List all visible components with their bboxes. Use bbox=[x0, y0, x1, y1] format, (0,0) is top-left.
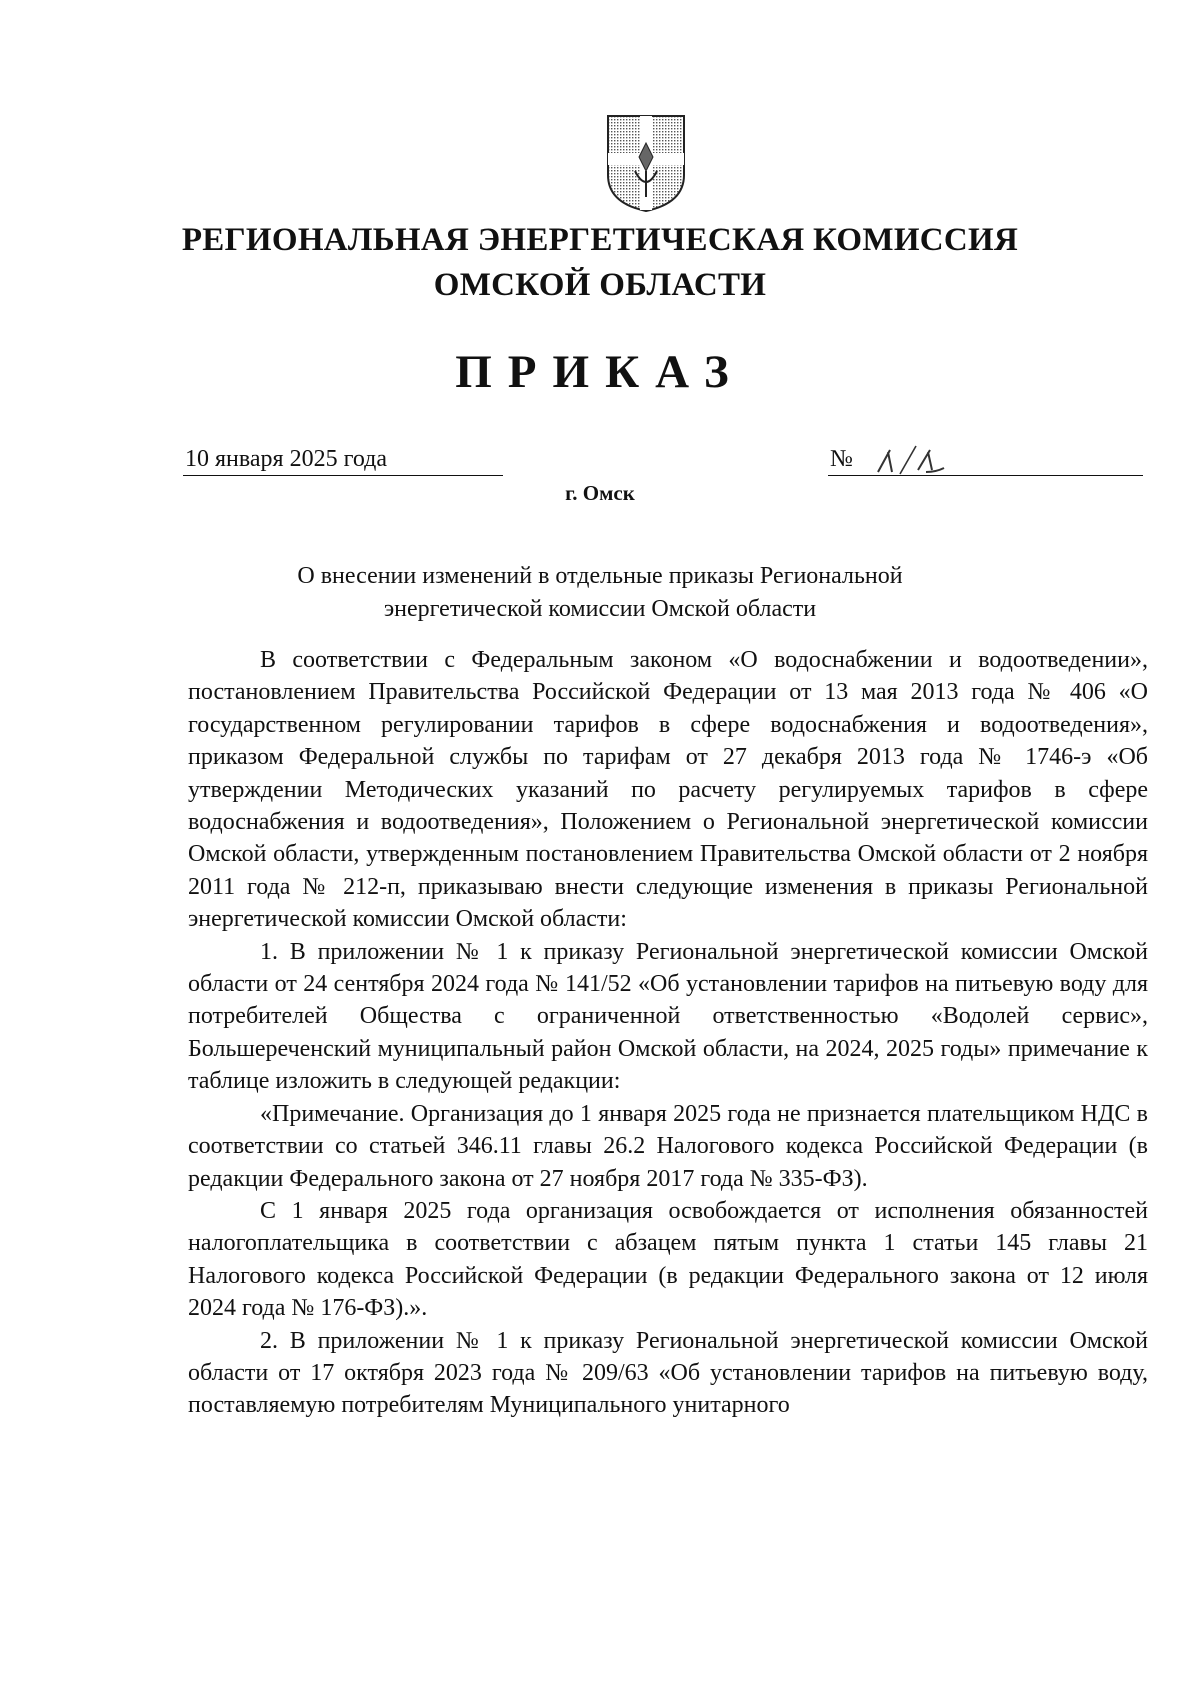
city-name: г. Омск bbox=[565, 481, 635, 505]
handwritten-order-number bbox=[870, 442, 950, 482]
organization-name-line2: ОМСКОЙ ОБЛАСТИ bbox=[433, 267, 767, 303]
order-number-label: № bbox=[830, 446, 853, 472]
document-type-title: ПРИКАЗ bbox=[455, 346, 745, 398]
coat-of-arms-icon bbox=[605, 113, 687, 213]
body-paragraph: С 1 января 2025 года организация освобождается от исполнения обязанностей налогоплательщика в соответствии с абзацем пятым пункта 1 статьи 145 главы 21 Налогового кодекса Российской Федерации (в редакции Федерального закона от 12 июля 2024 года № 176-ФЗ).». bbox=[188, 1197, 1148, 1322]
body-paragraph: 2. В приложении № 1 к приказу Региональной энергетической комиссии Омской области от 17 октября 2023 года № 209/63 «Об установлении тарифов на питьевую воду, поставляемую потребителям Муниципального унитарного bbox=[188, 1327, 1148, 1419]
body-paragraph: 1. В приложении № 1 к приказу Региональной энергетической комиссии Омской области от 24 сентября 2024 года № 141/52 «Об установлении тарифов на питьевую воду для потребителей Общества с ограниченной ответственностью «Водолей сервис», Большереченский муниципальный район Омской области, на 2024, 2025 годы» примечание к таблице изложить в следующей редакции: bbox=[188, 938, 1148, 1095]
order-date: 10 января 2025 года bbox=[185, 446, 388, 472]
organization-name-line1: РЕГИОНАЛЬНАЯ ЭНЕРГЕТИЧЕСКАЯ КОМИССИЯ bbox=[181, 222, 1019, 258]
body-paragraph: В соответствии с Федеральным законом «О водоснабжении и водоотведении», постановлением Правительства Российской Федерации от 13 мая 2013 года № 406 «О государственном регулировании тарифов в сфере водоснабжения и водоотведения», приказом Федеральной службы по тарифам от 27 декабря 2013 года № 1746-э «Об утверждении Методических указаний по расчету регулируемых тарифов в сфере водоснабжения и водоотведения», Положением о Региональной энергетической комиссии Омской области, утвержденным постановлением Правительства Омской области от 2 ноября 2011 года № 212-п, приказываю внести следующие изменения в приказы Региональной энергетической комиссии Омской области: bbox=[188, 647, 1148, 933]
subject-line: О внесении изменений в отдельные приказы Региональной bbox=[297, 563, 903, 589]
date-underline bbox=[183, 475, 503, 476]
order-subject bbox=[200, 560, 1000, 626]
subject-line: энергетической комиссии Омской области bbox=[383, 596, 817, 622]
body-paragraph: «Примечание. Организация до 1 января 2025 года не признается плательщиком НДС в соответствии со статьей 346.11 главы 26.2 Налогового кодекса Российской Федерации (в редакции Федерального закона от 27 ноября 2017 года № 335-ФЗ). bbox=[188, 1100, 1148, 1192]
order-body bbox=[188, 644, 1148, 1422]
number-underline bbox=[828, 475, 1143, 476]
